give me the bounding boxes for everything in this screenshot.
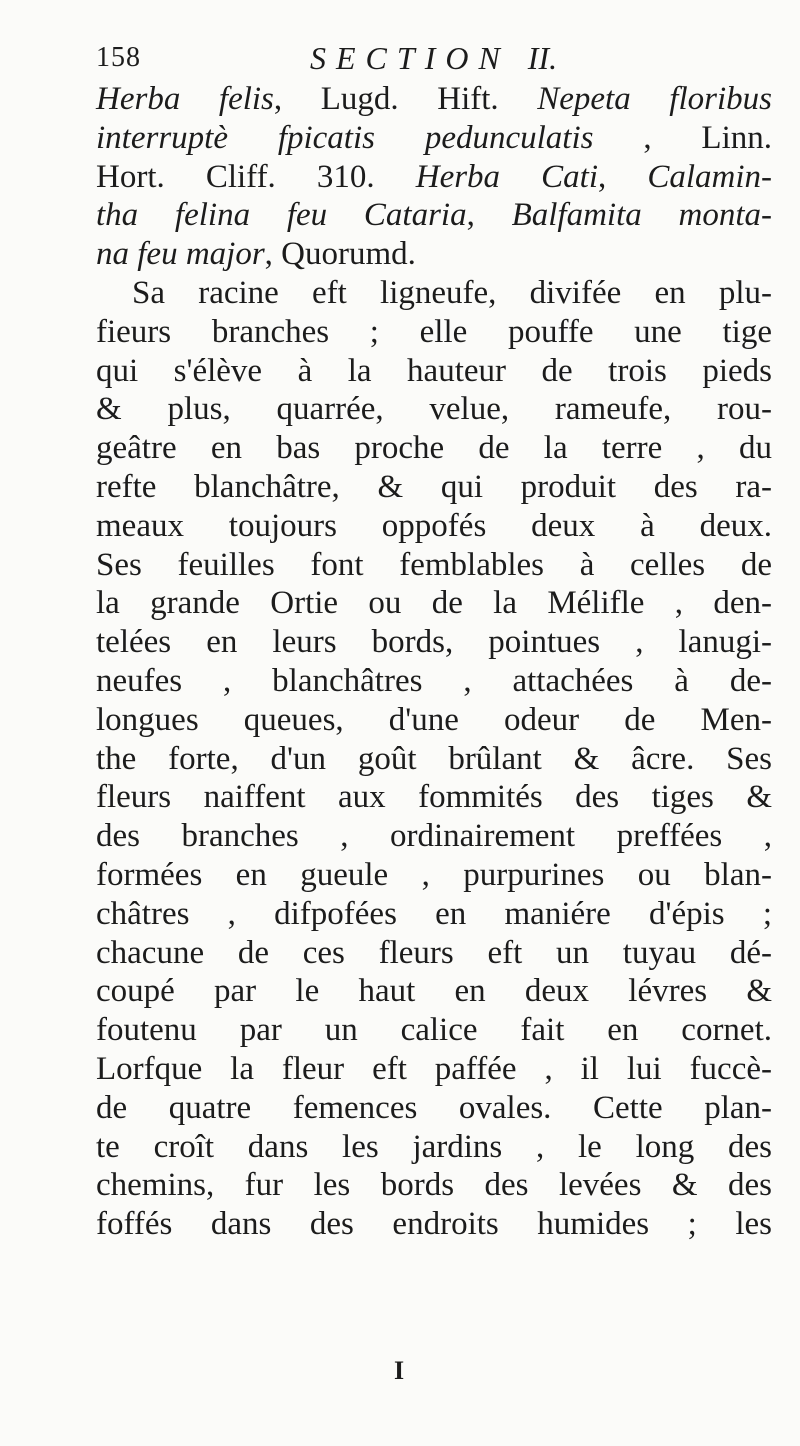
text-line xyxy=(96,429,772,468)
text-line xyxy=(96,584,772,623)
text-run: foffés dans des endroits humides ; les xyxy=(96,1206,772,1243)
text-run: formées en gueule , purpurines ou blan- xyxy=(96,856,772,893)
text-run: des branches , ordinairement preffées , xyxy=(96,818,772,855)
text-run: chacune de ces fleurs eft un tuyau dé- xyxy=(96,934,772,971)
text-line xyxy=(96,80,772,119)
text-run: neufes , blanchâtres , attachées à de- xyxy=(96,662,772,699)
text-line xyxy=(96,1205,772,1244)
text-run: refte blanchâtre, & qui produit des ra- xyxy=(96,468,772,505)
italic-text: Balfamita monta- xyxy=(511,197,773,234)
italic-text: Nepeta floribus xyxy=(537,81,772,117)
text-line xyxy=(96,662,772,701)
text-line xyxy=(96,235,772,274)
text-line xyxy=(96,546,772,585)
italic-text: interruptè fpicatis pedunculatis xyxy=(96,119,594,156)
text-run: , xyxy=(598,158,648,195)
italic-text: na feu major xyxy=(96,236,265,273)
text-run: fieurs branches ; elle pouffe une tige xyxy=(96,313,772,350)
text-line xyxy=(96,119,772,158)
text-line xyxy=(96,934,772,973)
text-run: longues queues, d'une odeur de Men- xyxy=(96,701,772,738)
text-line xyxy=(96,1166,772,1205)
text-line xyxy=(96,352,772,391)
text-line xyxy=(96,817,772,856)
text-line xyxy=(96,507,772,546)
text-run: foutenu par un calice fait en cornet. xyxy=(96,1012,772,1049)
text-run: Ses feuilles font femblables à celles de xyxy=(96,546,772,583)
text-run: the forte, d'un goût brûlant & âcre. Ses xyxy=(96,740,772,777)
italic-text: Herba Cati xyxy=(415,158,598,195)
text-run: , Lugd. Hift. xyxy=(273,81,538,117)
text-run: Lorfque la fleur eft paffée , il lui fuccè- xyxy=(96,1050,772,1087)
text-line xyxy=(96,274,772,313)
text-run: te croît dans les jardins , le long des xyxy=(96,1128,772,1165)
text-line xyxy=(96,158,772,197)
running-head-numeral: II. xyxy=(527,40,558,76)
text-line xyxy=(96,972,772,1011)
text-run: la grande Ortie ou de la Mélifle , den- xyxy=(96,585,772,622)
text-line xyxy=(96,313,772,352)
text-line xyxy=(96,1128,772,1167)
page-number: 158 xyxy=(96,42,141,73)
text-run: , Quorumd. xyxy=(264,236,416,273)
text-line xyxy=(96,856,772,895)
text-line xyxy=(96,1050,772,1089)
italic-text: Herba felis xyxy=(96,81,274,117)
text-run: fleurs naiffent aux fommités des tiges & xyxy=(96,779,772,816)
italic-text: tha felina feu Cataria xyxy=(96,197,467,234)
running-head xyxy=(310,40,557,77)
text-run: geâtre en bas proche de la terre , du xyxy=(96,430,772,467)
text-run: meaux toujours oppofés deux à deux. xyxy=(96,507,772,544)
text-run: de quatre femences ovales. Cette plan- xyxy=(96,1089,772,1126)
text-run: châtres , difpofées en maniére d'épis ; xyxy=(96,895,772,932)
text-line xyxy=(96,390,772,429)
page-header xyxy=(96,40,696,80)
text-run: Hort. Cliff. 310. xyxy=(96,158,416,195)
text-line xyxy=(96,623,772,662)
text-run: chemins, fur les bords des levées & des xyxy=(96,1167,772,1204)
body-text xyxy=(96,80,772,1244)
italic-text: Calamin- xyxy=(647,158,773,195)
text-line xyxy=(96,701,772,740)
text-line xyxy=(96,1089,772,1128)
text-run: coupé par le haut en deux lévres & xyxy=(96,973,772,1010)
text-run: qui s'élève à la hauteur de trois pieds xyxy=(96,352,772,389)
text-run: & plus, quarrée, velue, rameufe, rou- xyxy=(96,391,772,428)
running-head-section: SECTION xyxy=(310,40,510,76)
text-line xyxy=(96,468,772,507)
text-run: , xyxy=(466,197,512,234)
text-run: telées en leurs bords, pointues , lanugi- xyxy=(96,624,772,661)
text-line xyxy=(96,1011,772,1050)
text-line xyxy=(96,196,772,235)
text-line xyxy=(96,740,772,779)
text-run: , Linn. xyxy=(593,119,772,156)
text-run: Sa racine eft ligneufe, divifée en plu- xyxy=(132,274,772,311)
text-line xyxy=(96,895,772,934)
text-line xyxy=(96,778,772,817)
catchword: I xyxy=(394,1356,405,1385)
